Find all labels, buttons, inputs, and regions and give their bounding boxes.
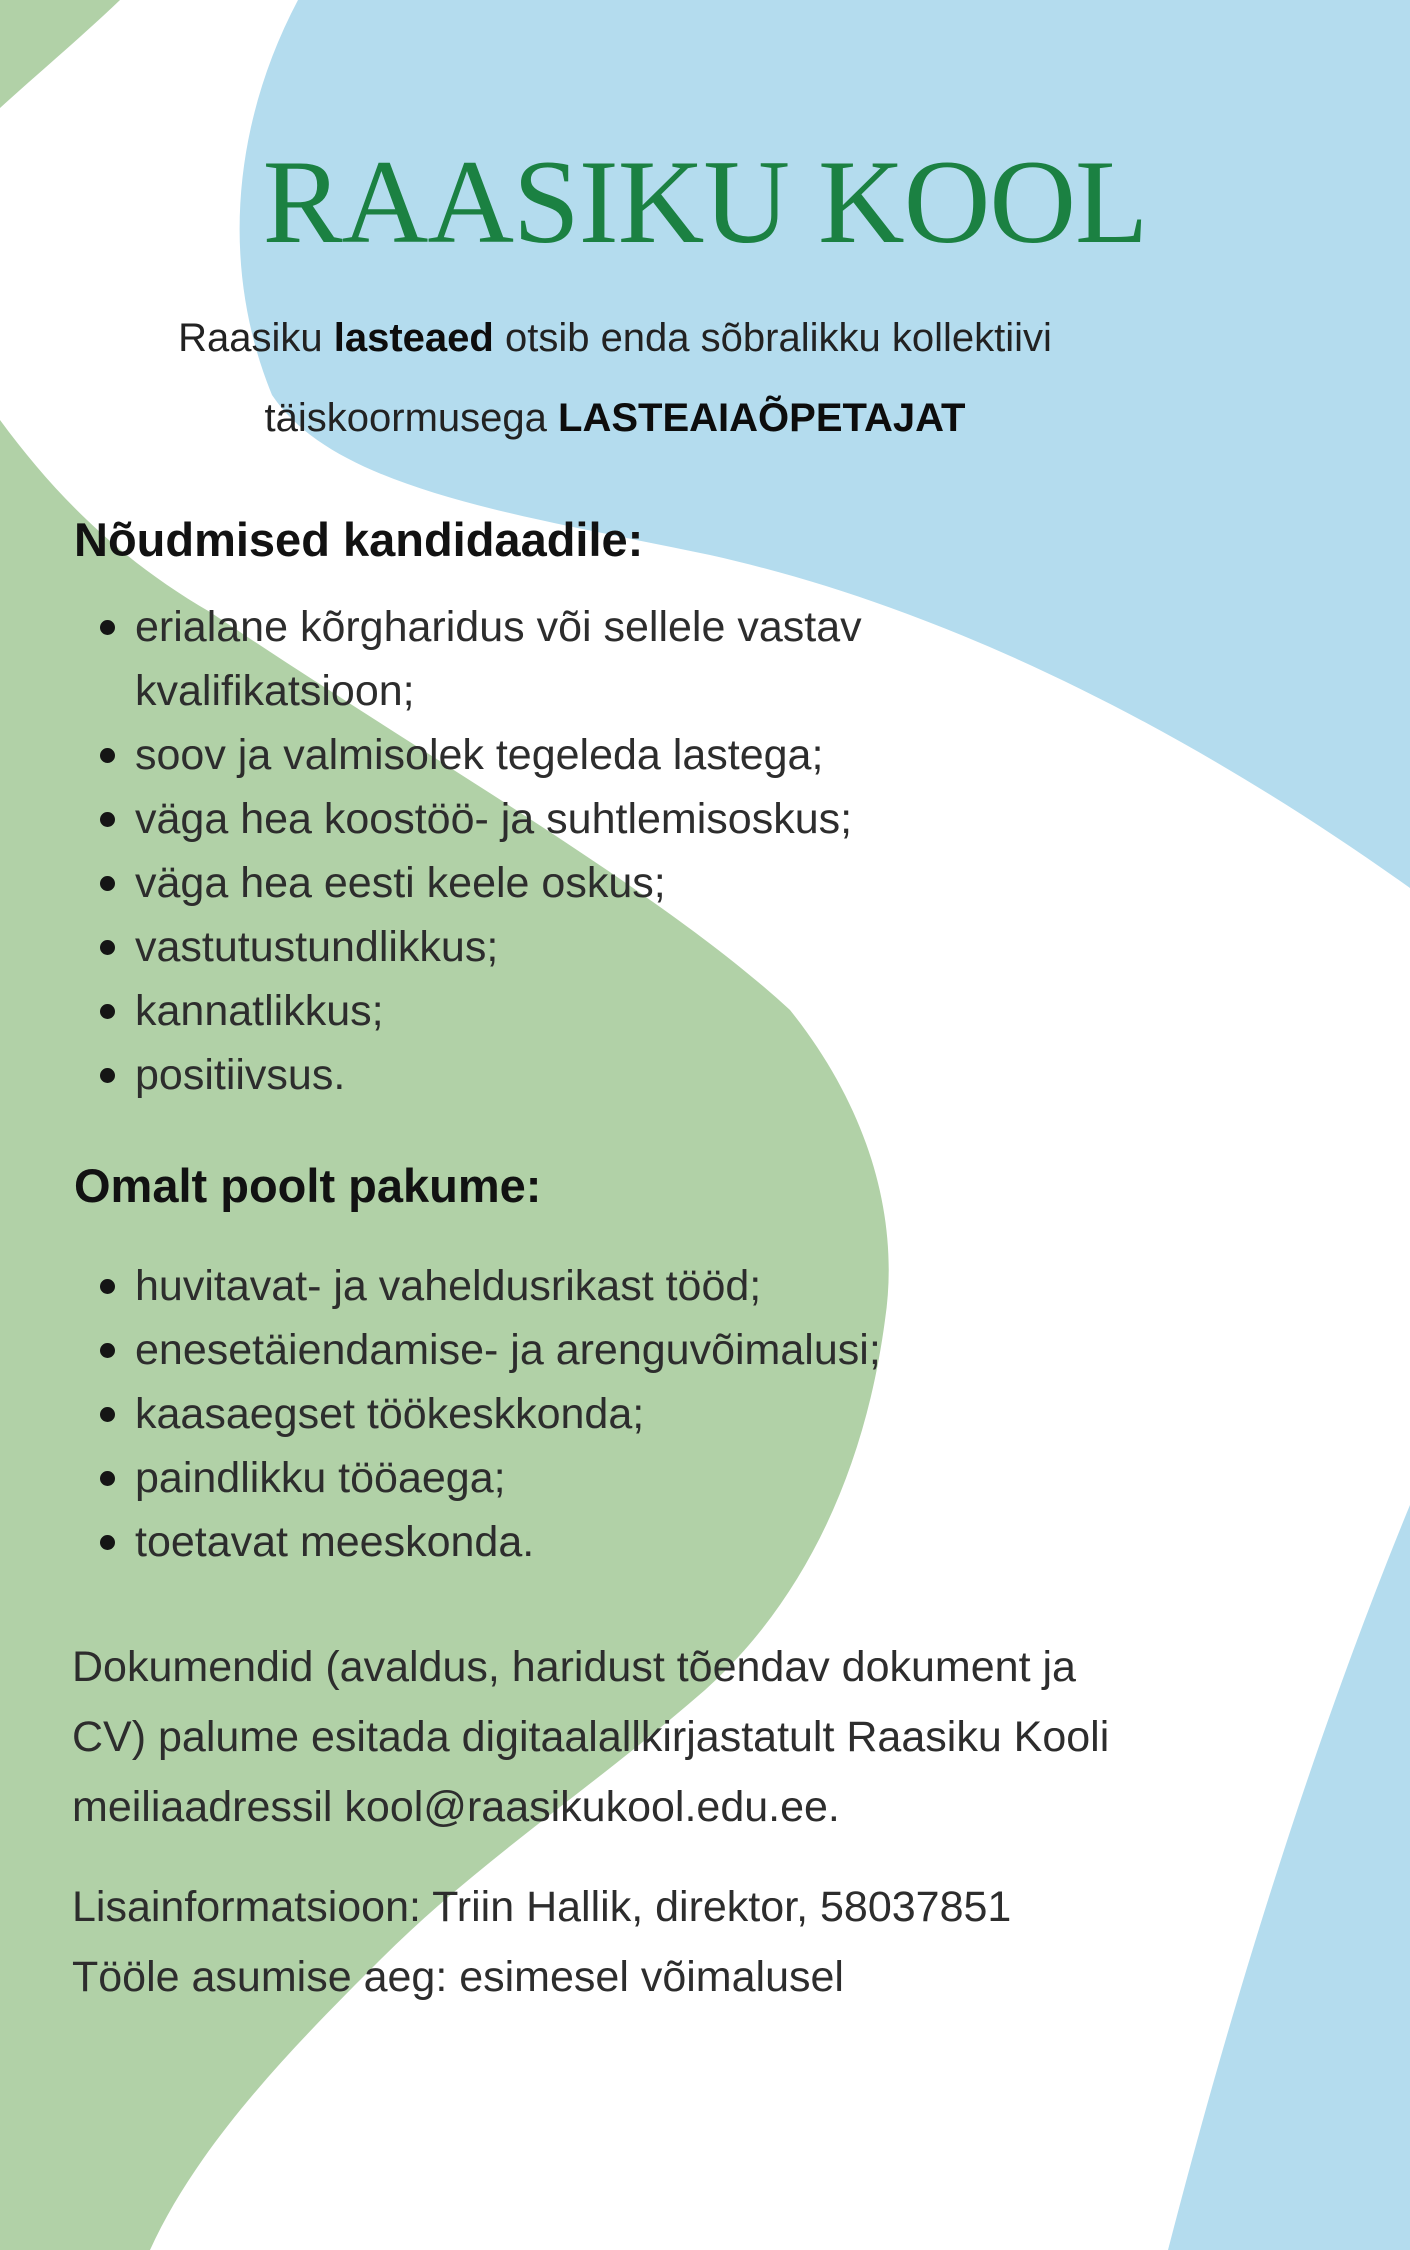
vacancy-subtitle [40,298,1190,458]
bullet-icon [100,1279,115,1294]
bullet-icon [100,1471,115,1486]
bullet-icon [100,876,115,891]
subtitle-line: Raasiku lasteaed otsib enda sõbralikku kollektiivi [178,316,1052,360]
subtitle-line: täiskoormusega LASTEAIAÕPETAJAT [264,396,966,440]
list-item [74,1382,881,1446]
list-item-text: väga hea eesti keele oskus; [135,859,666,907]
list-item-text: enesetäiendamise- ja arenguvõimalusi; [135,1326,881,1374]
list-item-text: vastutustundlikkus; [135,923,499,971]
list-item [74,979,862,1043]
list-item [74,1254,881,1318]
list-item-text: positiivsus. [135,1051,346,1099]
school-title: RAASIKU KOOL [262,135,1148,268]
list-item [74,1043,862,1107]
bullet-icon [100,620,115,635]
list-item-text: soov ja valmisolek tegeleda lastega; [135,731,824,779]
text-line: meiliaadressil kool@raasikukool.edu.ee. [72,1783,840,1831]
bullet-icon [100,1343,115,1358]
list-item [74,851,862,915]
list-item [74,1510,881,1574]
list-item [74,723,862,787]
bullet-icon [100,748,115,763]
list-item-text: paindlikku tööaega; [135,1454,506,1502]
list-item-text: huvitavat- ja vaheldusrikast tööd; [135,1262,762,1310]
bullet-icon [100,940,115,955]
green-corner-shape [0,0,120,108]
bullet-icon [100,812,115,827]
bullet-icon [100,1535,115,1550]
text-line: CV) palume esitada digitaalallkirjastatult Raasiku Kooli [72,1713,1110,1761]
text-line: Lisainformatsioon: Triin Hallik, direktor, 58037851 [72,1883,1012,1931]
blue-bottom-right-swoosh [1168,1505,1410,2250]
list-item-text: väga hea koostöö- ja suhtlemisoskus; [135,795,853,843]
list-item [74,1446,881,1510]
list-item [74,915,862,979]
list-item [74,1318,881,1382]
list-item [74,787,862,851]
offer-list [74,1254,881,1574]
requirements-heading: Nõudmised kandidaadile: [74,513,644,566]
requirements-list [74,595,862,1107]
list-item-text: erialane kõrgharidus või sellele vastav kvalifikatsioon; [135,603,862,715]
text-line: Dokumendid (avaldus, haridust tõendav dokument ja [72,1643,1076,1691]
list-item-text: toetavat meeskonda. [135,1518,535,1566]
text-line: Tööle asumise aeg: esimesel võimalusel [72,1953,844,2001]
list-item-text: kannatlikkus; [135,987,384,1035]
offer-heading: Omalt poolt pakume: [74,1159,542,1212]
application-instructions [72,1632,1109,1842]
bullet-icon [100,1004,115,1019]
contact-info [72,1872,1011,2012]
list-item [74,595,862,723]
list-item-text: kaasaegset töökeskkonda; [135,1390,645,1438]
bullet-icon [100,1407,115,1422]
bullet-icon [100,1068,115,1083]
